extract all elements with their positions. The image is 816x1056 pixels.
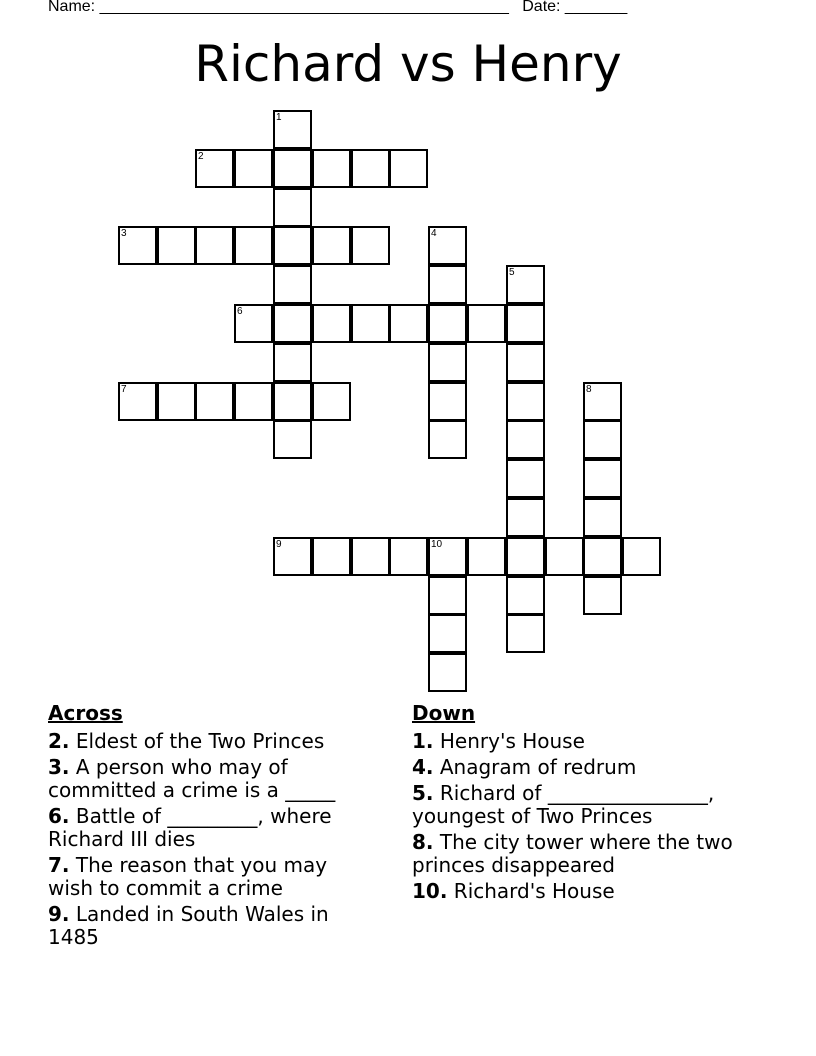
clue-number: 1 <box>276 112 282 123</box>
across-clues <box>48 702 378 952</box>
clue-number-label: 7. <box>48 853 70 877</box>
clue-text: Landed in South Wales in 1485 <box>48 902 329 949</box>
grid-cell[interactable] <box>428 420 467 459</box>
clue-number-label: 2. <box>48 729 70 753</box>
grid-cell[interactable] <box>428 382 467 421</box>
grid-cell[interactable] <box>312 149 351 188</box>
down-clue <box>412 782 752 828</box>
clue-number: 10 <box>431 539 443 550</box>
grid-cell[interactable] <box>622 537 661 576</box>
down-clue <box>412 756 752 779</box>
grid-cell[interactable] <box>234 382 273 421</box>
clue-number-label: 10. <box>412 879 448 903</box>
grid-cell[interactable] <box>583 420 622 459</box>
grid-cell[interactable] <box>506 420 545 459</box>
grid-cell[interactable] <box>506 537 545 576</box>
grid-cell[interactable] <box>583 459 622 498</box>
grid-cell[interactable] <box>506 498 545 537</box>
down-clue-list <box>412 730 752 903</box>
down-clues <box>412 702 752 906</box>
down-clue <box>412 730 752 753</box>
clue-number: 8 <box>586 384 592 395</box>
grid-cell[interactable] <box>389 537 428 576</box>
grid-cell[interactable] <box>583 537 622 576</box>
grid-cell[interactable] <box>545 537 584 576</box>
grid-cell[interactable] <box>273 343 312 382</box>
grid-cell[interactable] <box>195 382 234 421</box>
grid-cell[interactable] <box>273 265 312 304</box>
grid-cell[interactable] <box>428 304 467 343</box>
down-clue <box>412 880 752 903</box>
name-date-line: Name: ______________________________________________ Date: _______ <box>48 0 628 15</box>
grid-cell[interactable] <box>312 304 351 343</box>
clue-text: The city tower where the two princes disappeared <box>412 830 733 877</box>
clue-number: 6 <box>237 306 243 317</box>
across-clue <box>48 903 378 949</box>
grid-cell[interactable] <box>157 226 196 265</box>
down-clue <box>412 831 752 877</box>
across-clue <box>48 805 378 851</box>
grid-cell[interactable] <box>157 382 196 421</box>
grid-cell[interactable] <box>506 382 545 421</box>
grid-cell[interactable] <box>312 537 351 576</box>
clue-number-label: 3. <box>48 755 70 779</box>
clue-number: 7 <box>121 384 127 395</box>
grid-cell[interactable] <box>195 226 234 265</box>
grid-cell[interactable] <box>506 576 545 615</box>
clue-number-label: 6. <box>48 804 70 828</box>
grid-cell[interactable] <box>583 498 622 537</box>
clue-text: Richard's House <box>453 879 615 903</box>
down-heading: Down <box>412 701 476 725</box>
clue-number-label: 4. <box>412 755 434 779</box>
clue-number: 2 <box>198 151 204 162</box>
grid-cell[interactable] <box>506 459 545 498</box>
grid-cell[interactable] <box>506 343 545 382</box>
across-heading: Across <box>48 701 123 725</box>
grid-cell[interactable] <box>428 653 467 692</box>
grid-cell[interactable] <box>389 149 428 188</box>
clue-text: Anagram of redrum <box>439 755 637 779</box>
grid-cell[interactable] <box>428 614 467 653</box>
grid-cell[interactable] <box>273 420 312 459</box>
grid-cell[interactable] <box>234 149 273 188</box>
grid-cell[interactable] <box>273 304 312 343</box>
clue-text: The reason that you may wish to commit a crime <box>48 853 328 900</box>
grid-cell[interactable] <box>428 576 467 615</box>
grid-cell[interactable] <box>389 304 428 343</box>
clue-number: 9 <box>276 539 282 550</box>
clue-number: 4 <box>431 228 437 239</box>
grid-cell[interactable] <box>351 304 390 343</box>
grid-cell[interactable] <box>506 304 545 343</box>
across-clue-list <box>48 730 378 949</box>
grid-cell[interactable] <box>312 226 351 265</box>
grid-cell[interactable] <box>273 226 312 265</box>
grid-cell[interactable] <box>273 188 312 227</box>
grid-cell[interactable] <box>234 226 273 265</box>
grid-cell[interactable] <box>583 576 622 615</box>
clue-text: A person who may of committed a crime is a _____ <box>48 755 336 802</box>
grid-cell[interactable] <box>467 304 506 343</box>
grid-cell[interactable] <box>273 149 312 188</box>
grid-cell[interactable] <box>506 614 545 653</box>
clue-text: Richard of ________________, youngest of Two Princes <box>412 781 715 828</box>
clue-number-label: 9. <box>48 902 70 926</box>
grid-cell[interactable] <box>351 149 390 188</box>
grid-cell[interactable] <box>312 382 351 421</box>
clue-number-label: 1. <box>412 729 434 753</box>
grid-cell[interactable] <box>351 537 390 576</box>
clue-number-label: 5. <box>412 781 434 805</box>
clue-number: 5 <box>509 267 515 278</box>
grid-cell[interactable] <box>351 226 390 265</box>
grid-cell[interactable] <box>467 537 506 576</box>
clue-text: Battle of _________, where Richard III dies <box>48 804 332 851</box>
across-clue <box>48 756 378 802</box>
clue-text: Henry's House <box>439 729 585 753</box>
grid-cell[interactable] <box>428 343 467 382</box>
grid-cell[interactable] <box>428 265 467 304</box>
clue-number: 3 <box>121 228 127 239</box>
clue-number-label: 8. <box>412 830 434 854</box>
puzzle-title: Richard vs Henry <box>194 35 622 93</box>
across-clue <box>48 854 378 900</box>
clue-text: Eldest of the Two Princes <box>75 729 325 753</box>
across-clue <box>48 730 378 753</box>
grid-cell[interactable] <box>273 382 312 421</box>
